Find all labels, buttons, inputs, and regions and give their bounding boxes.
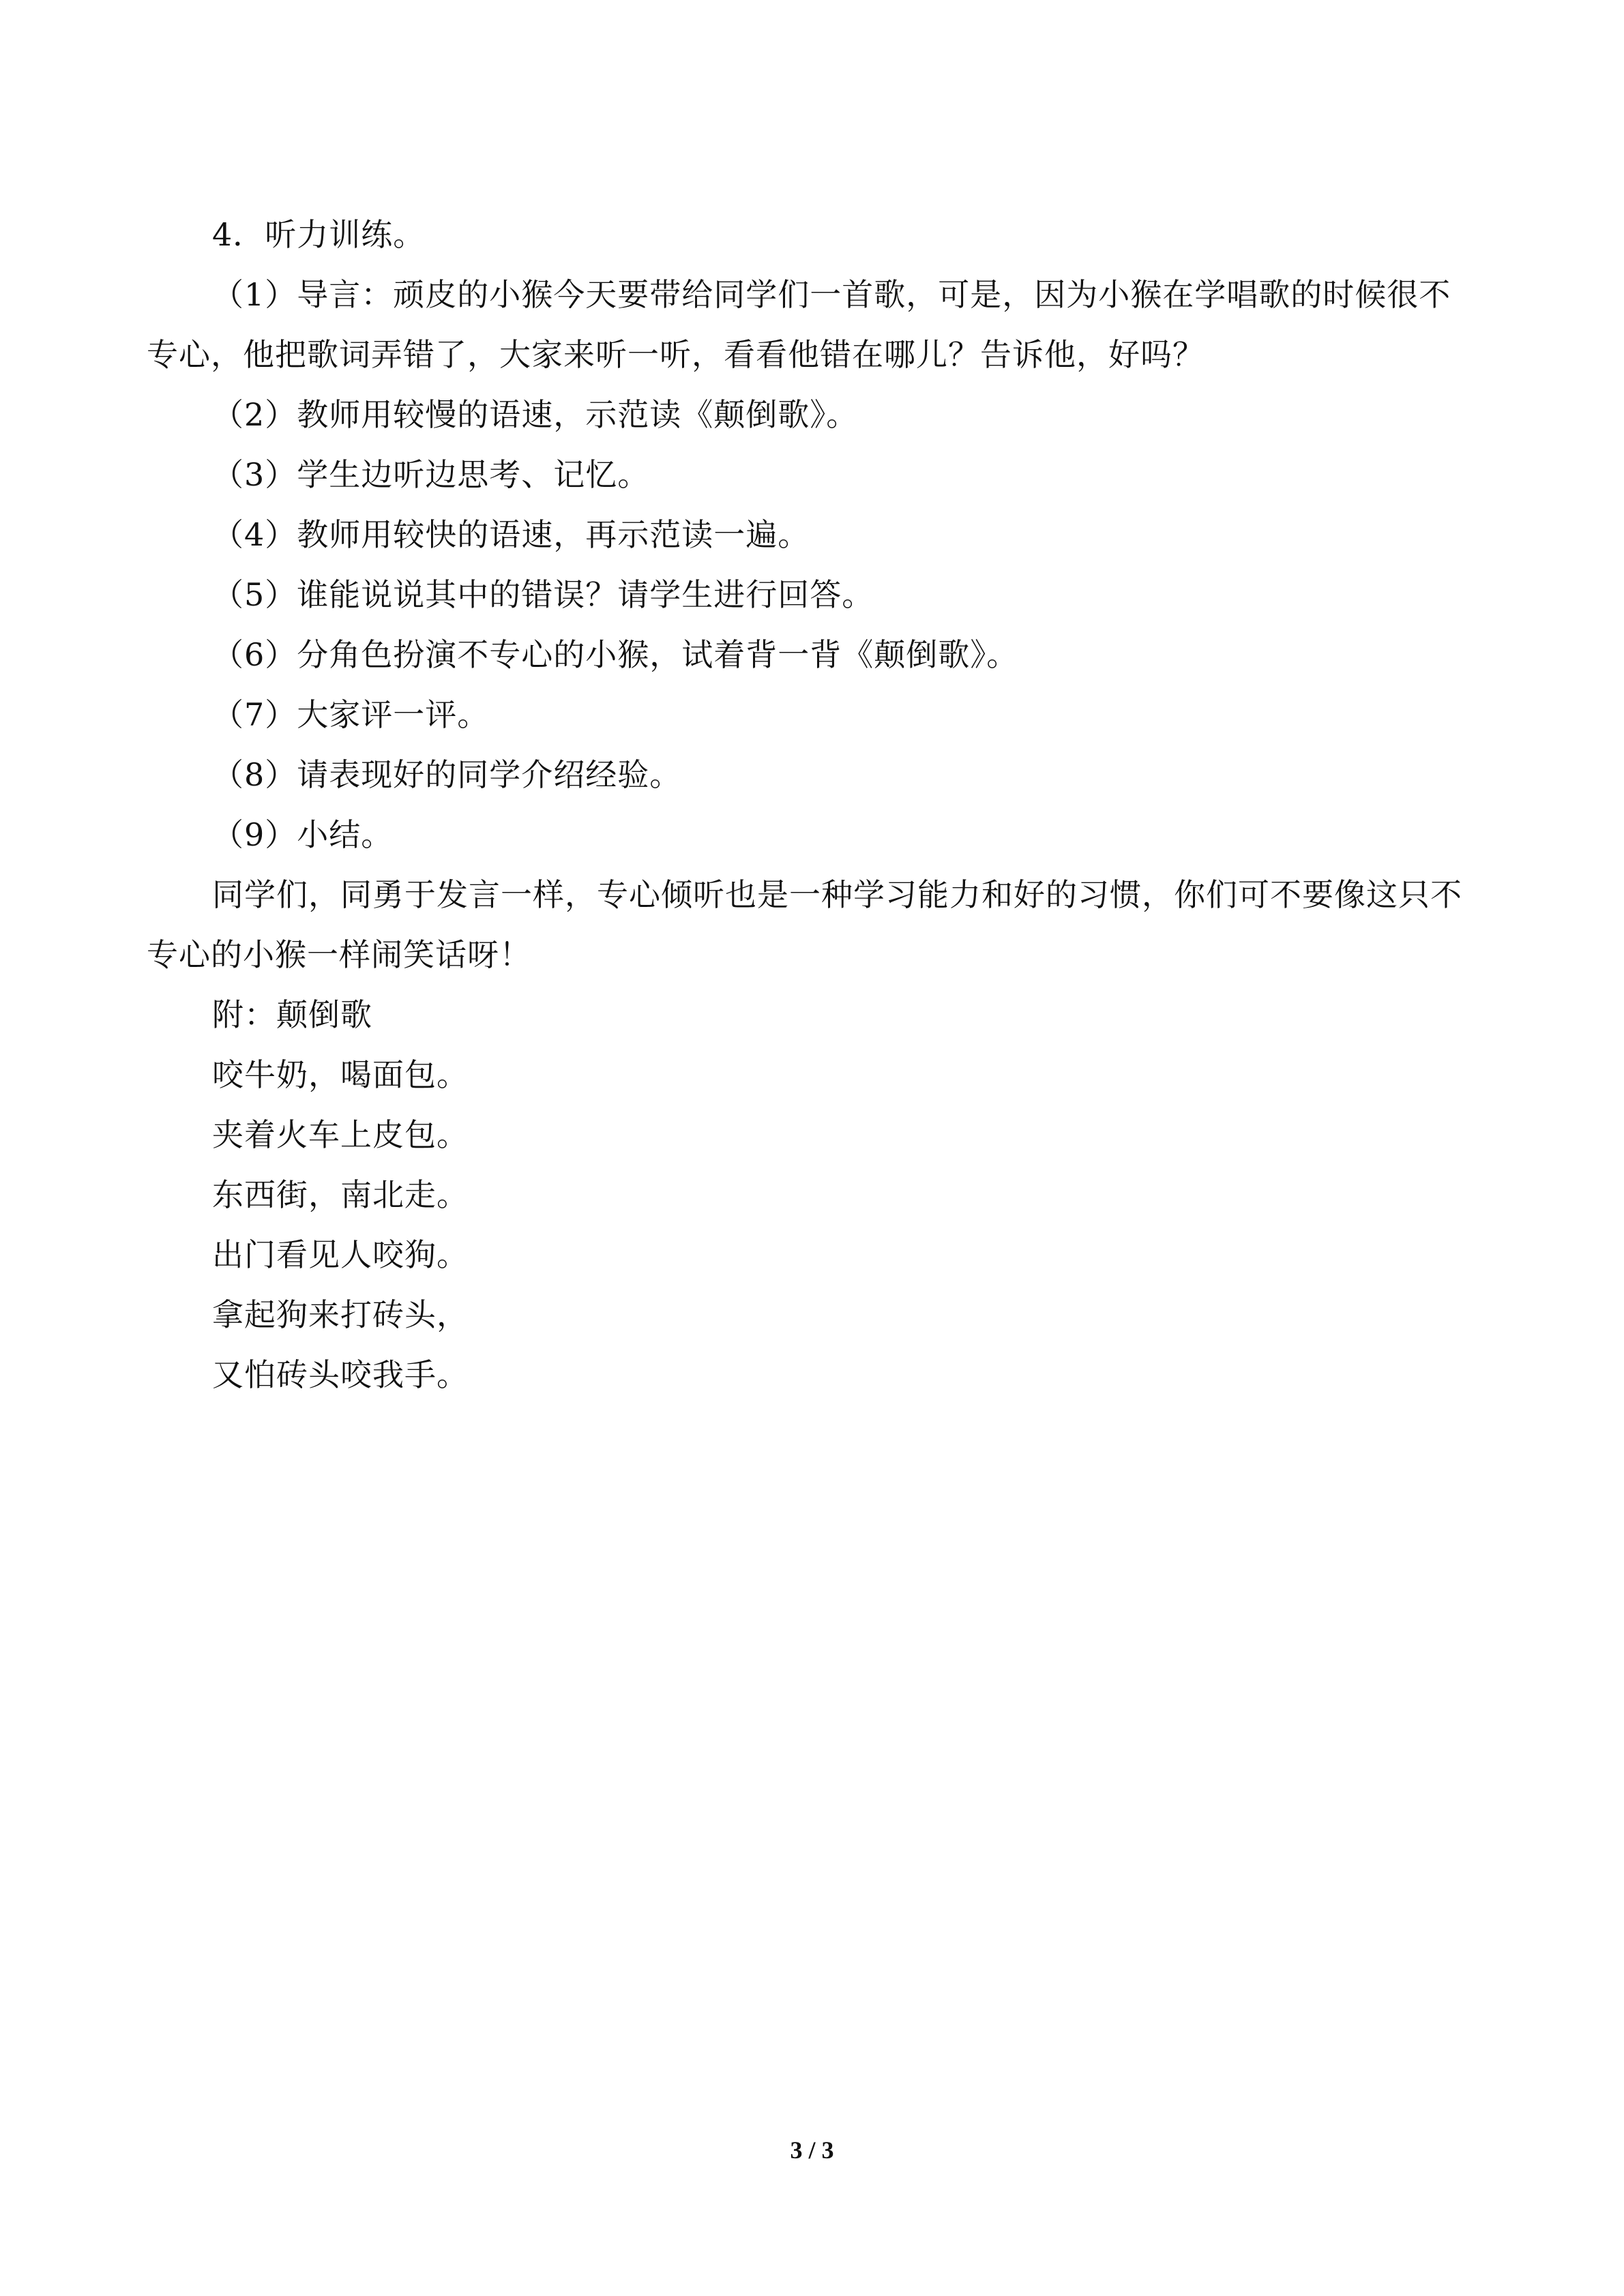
poem-line-5: 拿起狗来打砖头， [212,1296,469,1333]
step-1-intro: （1）导言：顽皮的小猴今天要带给同学们一首歌，可是，因为小猴在学唱歌的时候很不专心，他把歌词弄错了，大家来听一听，看看他错在哪儿？告诉他，好吗？ [147,276,1451,373]
section-heading-listening: 4．听力训练。 [212,216,426,253]
poem-line-4: 出门看见人咬狗。 [212,1236,469,1273]
document-body [147,205,1477,1405]
poem-line-3: 东西街，南北走。 [212,1176,469,1213]
step-6: （6）分角色扮演不专心的小猴，试着背一背《颠倒歌》。 [212,636,1019,673]
step-9: （9）小结。 [212,816,394,853]
poem-line-6: 又怕砖头咬我手。 [212,1356,469,1393]
page-number: 3 / 3 [790,2136,834,2164]
poem-line-2: 夹着火车上皮包。 [212,1116,469,1153]
step-7: （7）大家评一评。 [212,696,490,733]
appendix-title: 附：颠倒歌 [212,996,372,1033]
step-2: （2）教师用较慢的语速，示范读《颠倒歌》。 [212,396,859,433]
step-8: （8）请表现好的同学介绍经验。 [212,756,682,793]
poem-line-1: 咬牛奶，喝面包。 [212,1056,469,1093]
step-3: （3）学生边听边思考、记忆。 [212,456,650,493]
step-5: （5）谁能说说其中的错误？请学生进行回答。 [212,576,874,613]
step-4: （4）教师用较快的语速，再示范读一遍。 [212,516,810,553]
summary-paragraph: 同学们，同勇于发言一样，专心倾听也是一种学习能力和好的习惯，你们可不要像这只不专心的小猴一样闹笑话呀！ [147,876,1462,973]
